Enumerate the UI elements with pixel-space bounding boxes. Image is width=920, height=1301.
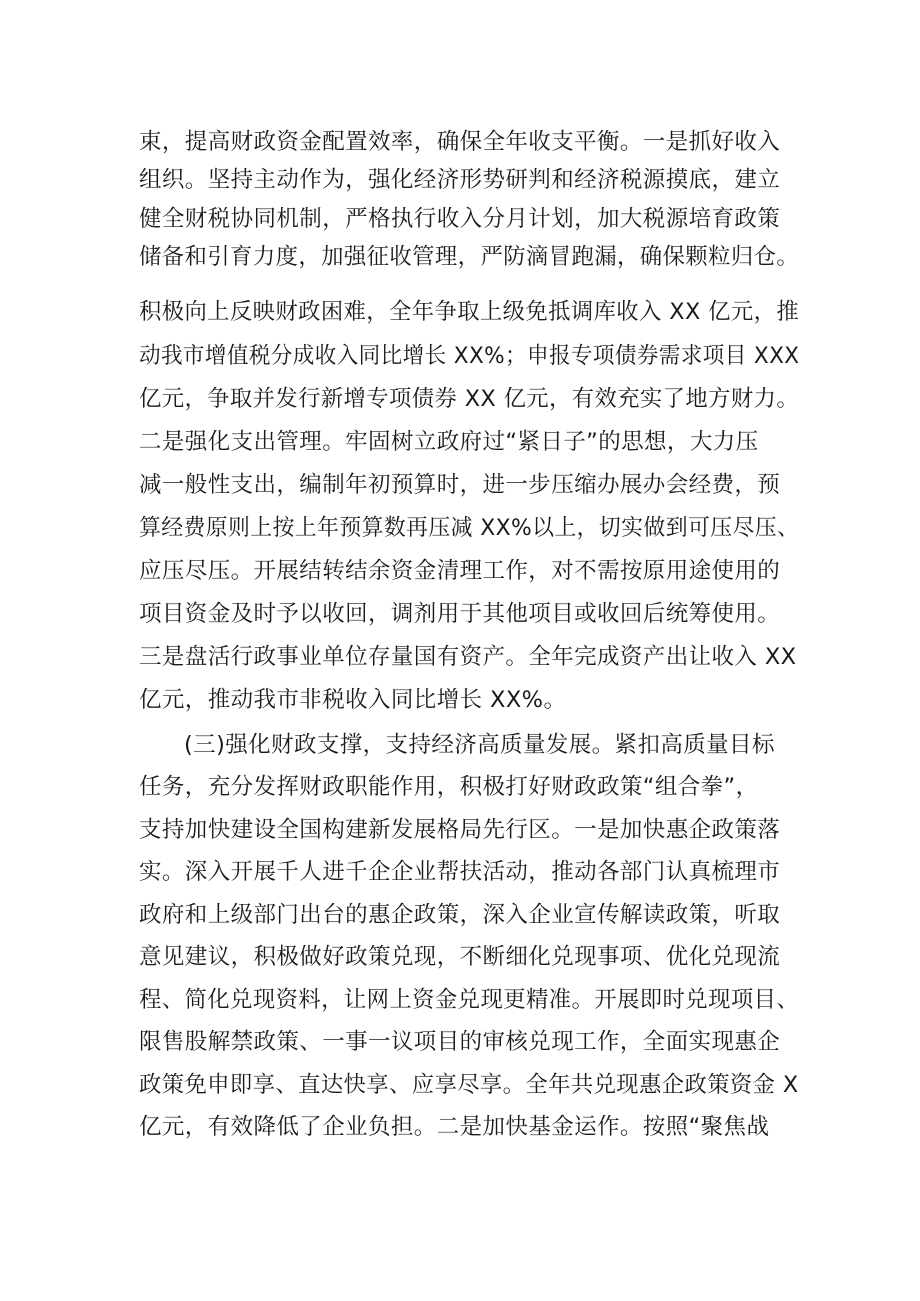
text-line: 动我市增值税分成收入同比增长 XX%；申报专项债券需求项目 XXX (139, 343, 800, 369)
text-line: 项目资金及时予以收回，调剂用于其他项目或收回后统筹使用。 (139, 601, 781, 627)
text-line: 健全财税协同机制，严格执行收入分月计划，加大税源培育政策 (139, 206, 781, 232)
text-line: 支持加快建设全国构建新发展格局先行区。一是加快惠企政策落 (139, 817, 781, 843)
text-line: 积极向上反映财政困难，全年争取上级免抵调库收入 XX 亿元，推 (139, 299, 800, 325)
text-line: 任务，充分发挥财政职能作用，积极打好财政政策“组合拳”， (139, 774, 759, 800)
text-line: 三是盘活行政事业单位存量国有资产。全年完成资产出让收入 XX (139, 644, 797, 670)
text-line: 实。深入开展千人进千企企业帮扶活动，推动各部门认真梳理市 (139, 859, 781, 885)
text-line: 意见建议，积极做好政策兑现，不断细化兑现事项、优化兑现流 (139, 944, 781, 970)
text-line: 束，提高财政资金配置效率，确保全年收支平衡。一是抓好收入 (139, 129, 781, 155)
text-line: 减一般性支出，编制年初预算时，进一步压缩办展办会经费，预 (139, 472, 781, 498)
text-line: 政策免申即享、直达快享、应享尽享。全年共兑现惠企政策资金 X (139, 1072, 799, 1098)
text-line: 组织。坚持主动作为，强化经济形势研判和经济税源摸底，建立 (139, 167, 781, 193)
text-line: 亿元，争取并发行新增专项债券 XX 亿元，有效充实了地方财力。 (139, 386, 800, 412)
text-line: 储备和引育力度，加强征收管理，严防滴冒跑漏，确保颗粒归仓。 (139, 244, 800, 270)
text-line: 限售股解禁政策、一事一议项目的审核兑现工作，全面实现惠企 (139, 1029, 781, 1055)
text-line: 应压尽压。开展结转结余资金清理工作，对不需按原用途使用的 (139, 558, 781, 584)
text-line: 二是强化支出管理。牢固树立政府过“紧日子”的思想，大力压 (139, 429, 759, 455)
text-line: 亿元，推动我市非税收入同比增长 XX%。 (139, 687, 567, 713)
text-line: 算经费原则上按上年预算数再压减 XX%以上，切实做到可压尽压、 (139, 515, 800, 541)
text-line: 程、简化兑现资料，让网上资金兑现更精准。开展即时兑现项目、 (139, 987, 800, 1013)
text-line: 政府和上级部门出台的惠企政策，深入企业宣传解读政策，听取 (139, 902, 781, 928)
section-heading-line: (三)强化财政支撑，支持经济高质量发展。紧扣高质量目标 (184, 732, 775, 758)
text-line: 亿元，有效降低了企业负担。二是加快基金运作。按照“聚焦战 (139, 1114, 770, 1140)
